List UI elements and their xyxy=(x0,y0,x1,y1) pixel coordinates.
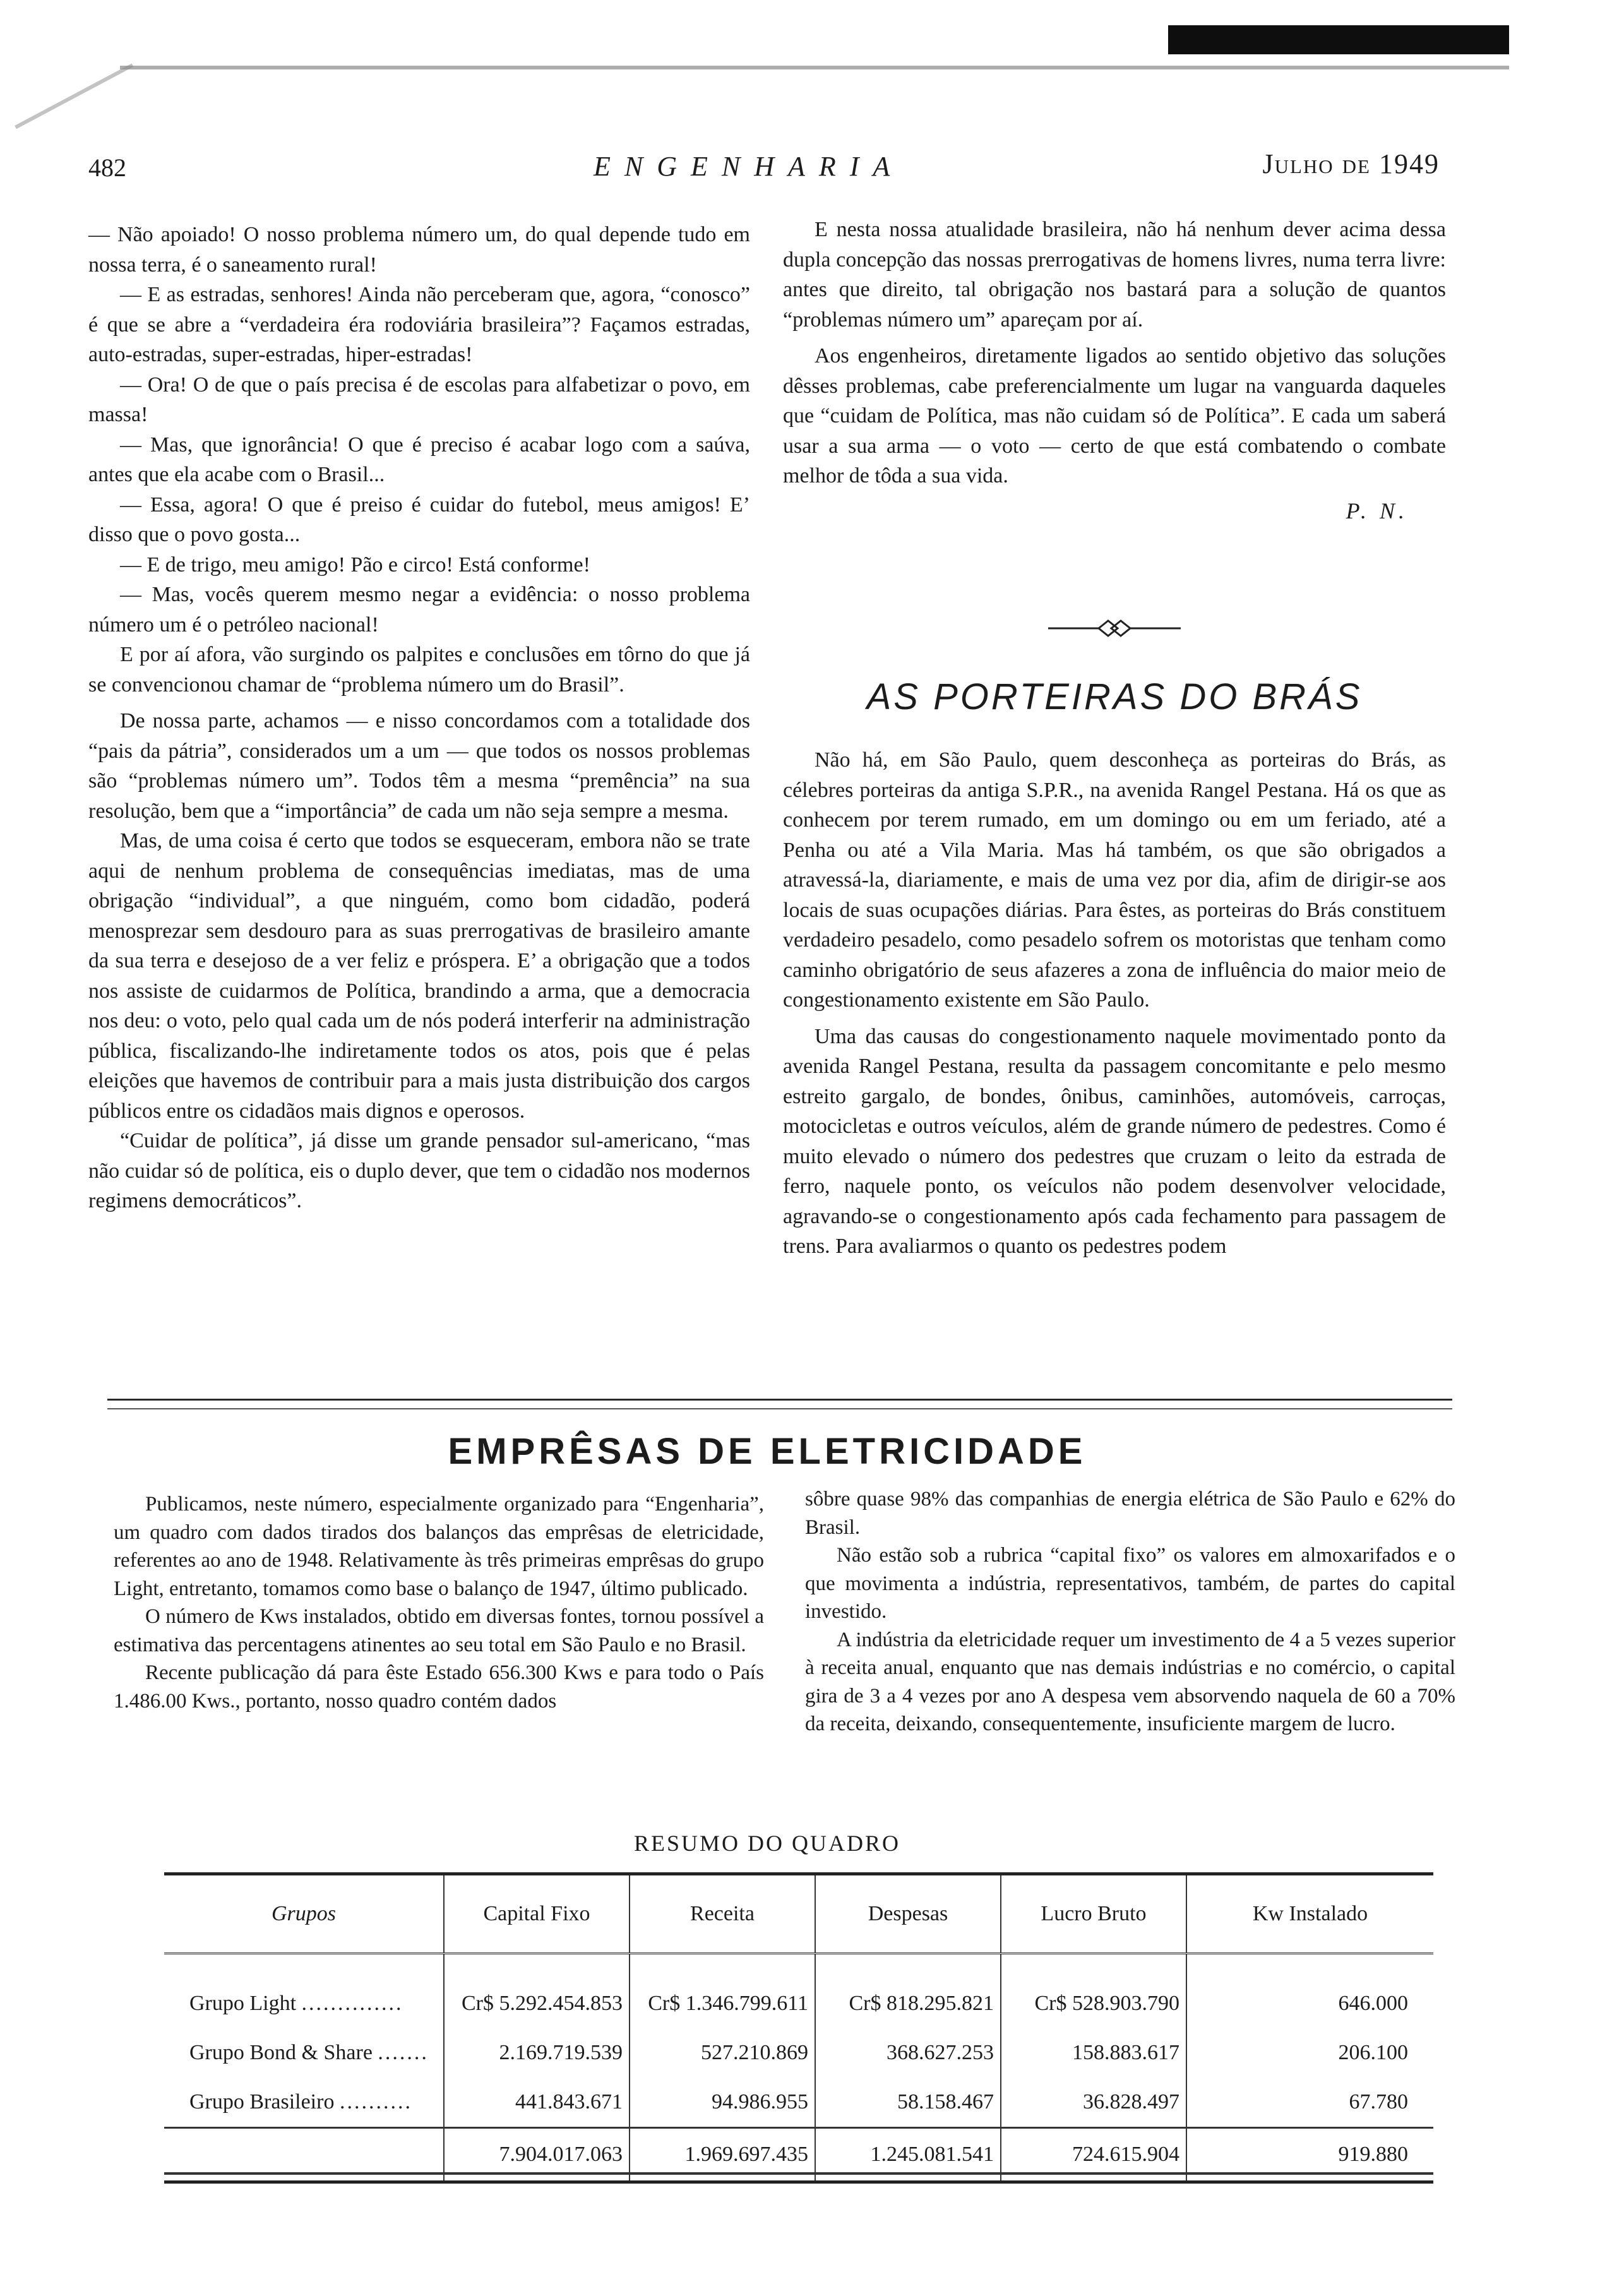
paragraph: — E as estradas, senhores! Ainda não perceberam que, agora, “conosco” é que se abre a “verdadeira éra rodoviária brasileira”? Façamos estradas, auto-estradas, super-estradas, hiper-estradas! xyxy=(88,283,750,366)
table-cell: 646.000 xyxy=(1186,1954,1433,2029)
paragraph: E nesta nossa atualidade brasileira, não há nenhum dever acima dessa dupla concepção das nossas prerrogativas de homens livres, numa terra livre: antes que direito, tal obrigação nos bastará para a solução de quantos “problemas número um” apareçam por aí. xyxy=(783,218,1446,332)
paragraph: Não há, em São Paulo, quem desconheça as porteiras do Brás, as célebres porteiras da antiga S.P.R., na avenida Rangel Pestana. Há os que as conhecem por terem rumado, em um domingo ou em um feriado, até a Penha ou até a Vila Maria. Mas há também, os que são obrigados a atravessá-la, diariamente, e mais de uma vez por dia, afim de dirigir-se aos locais de suas ocupações diárias. Para êstes, as porteiras do Brás constituem verdadeiro pesadelo, como pesadelo sofrem os motoristas que tenham como caminho obrigatório de seus afazeres a zona de influência do maior meio de congestionamento existente em São Paulo. xyxy=(783,748,1446,1012)
paragraph: sôbre quase 98% das companhias de energia elétrica de São Paulo e 62% do Brasil. xyxy=(805,1488,1455,1539)
column-header: Grupos xyxy=(164,1874,444,1954)
table-header-row xyxy=(164,1874,1433,1954)
table-row xyxy=(164,2028,1433,2078)
table-cell: 94.986.955 xyxy=(630,2078,815,2128)
paragraph: — Mas, que ignorância! O que é preciso é acabar logo com a saúva, antes que ela acabe com o Brasil... xyxy=(88,433,750,486)
paragraph: Não estão sob a rubrica “capital fixo” os valores em almoxarifados e o que movimenta a indústria, representativos, também, de partes do capital investido. xyxy=(805,1544,1455,1623)
scan-artifact-bar xyxy=(1168,25,1509,54)
total-cell: 1.969.697.435 xyxy=(630,2128,815,2182)
paragraph: Uma das causas do congestionamento naquele movimentado ponto da avenida Rangel Pestana, resulta da passagem concomitante e pelo mesmo estreito gargalo, de bondes, ônibus, caminhões, automóveis, carroças, motocicletas e outros veículos, além de grande número de pedestres. Como é muito elevado o número dos pedestres que cruzam o leito da estrada de ferro, naquele ponto, os veículos não podem desenvolver velocidade, agravando-se o congestionamento após cada fechamento para passagem de trens. Para avaliarmos o quanto os pedestres podem xyxy=(783,1024,1446,1258)
row-group-name: Grupo Light .............. xyxy=(189,1992,403,2015)
table-cell: 206.100 xyxy=(1186,2028,1433,2078)
column-header: Capital Fixo xyxy=(444,1874,630,1954)
table-cell: 67.780 xyxy=(1186,2078,1433,2128)
author-signature: P. N. xyxy=(1346,498,1408,523)
table-row xyxy=(164,2078,1433,2128)
total-cell: 1.245.081.541 xyxy=(815,2128,1001,2182)
paragraph: — Não apoiado! O nosso problema número um, do qual depende tudo em nossa terra, é o saneamento rural! xyxy=(88,223,750,277)
eletricidade-right-column xyxy=(805,1485,1455,1738)
total-cell: 724.615.904 xyxy=(1001,2128,1186,2182)
porteiras-article-body xyxy=(783,745,1446,1262)
table-cell: Cr$ 5.292.454.853 xyxy=(444,1954,630,2029)
total-cell: 7.904.017.063 xyxy=(444,2128,630,2182)
issue-date: Julho de 1949 xyxy=(1262,148,1440,179)
paragraph: “Cuidar de política”, já disse um grande pensador sul-americano, “mas não cuidar só de política, eis o duplo dever, que tem o cidadão nos modernos regimens democráticos”. xyxy=(88,1129,750,1212)
diamond-rule-ornament-icon xyxy=(1048,616,1181,641)
article-title-eletricidade: EMPRÊSAS DE ELETRICIDADE xyxy=(448,1431,1087,1472)
page-number: 482 xyxy=(88,153,126,182)
column-header: Lucro Bruto xyxy=(1001,1874,1186,1954)
table-cell: Cr$ 818.295.821 xyxy=(815,1954,1001,2029)
table-cell: 368.627.253 xyxy=(815,2028,1001,2078)
paragraph: O número de Kws instalados, obtido em diversas fontes, tornou possível a estimativa das percentagens atinentes ao seu total em São Paulo e no Brasil. xyxy=(114,1605,764,1656)
editorial-left-column xyxy=(88,220,750,1216)
table-cell: 441.843.671 xyxy=(444,2078,630,2128)
paragraph: — Essa, agora! O que é preiso é cuidar do futebol, meus amigos! E’ disso que o povo gosta... xyxy=(88,493,750,546)
paragraph: Recente publicação dá para êste Estado 656.300 Kws e para todo o País 1.486.00 Kws., portanto, nosso quadro contém dados xyxy=(114,1661,764,1713)
table-bottom-rule xyxy=(164,2172,1433,2175)
article-title-porteiras: AS PORTEIRAS DO BRÁS xyxy=(866,676,1363,717)
paragraph: Mas, de uma coisa é certo que todos se esqueceram, embora não se trate aqui de nenhum problema de consequências imediatas, mas de uma obrigação “individual”, a que ninguém, como bom cidadão, poderá menosprezar sem desdouro para as suas prerrogativas de brasileiro amante da sua terra e desejoso de a ver feliz e próspera. E’ a obrigação que a todos nos assiste de cuidarmos de Política, brandindo a arma, que a democracia nos deu: o voto, pelo qual cada um de nós poderá interferir na administração pública, fiscalizando-lhe indiretamente todos os atos, pois que é pelas eleições que havemos de contribuir para a mais justa distribuição dos cargos públicos entre os cidadãos mais dignos e operosos. xyxy=(88,829,750,1123)
column-header: Receita xyxy=(630,1874,815,1954)
paragraph: — E de trigo, meu amigo! Pão e circo! Está conforme! xyxy=(120,553,590,577)
table-cell: 2.169.719.539 xyxy=(444,2028,630,2078)
table-cell: 58.158.467 xyxy=(815,2078,1001,2128)
table-cell: 36.828.497 xyxy=(1001,2078,1186,2128)
leader-dots: .............. xyxy=(301,1992,403,2015)
scan-artifact-slant xyxy=(15,63,133,129)
leader-dots: .......... xyxy=(339,2090,412,2114)
section-divider xyxy=(107,1399,1452,1409)
paragraph: De nossa parte, achamos — e nisso concordamos com a totalidade dos “pais da pátria”, considerados um a um — que todos os nossos problemas são “problemas número um”. Todos têm a mesma “premência” na sua resolução, bem que a “importância” de cada um não seja sempre a mesma. xyxy=(88,709,750,823)
table-cell: 158.883.617 xyxy=(1001,2028,1186,2078)
table-cell: Cr$ 1.346.799.611 xyxy=(630,1954,815,2029)
journal-title: ENGENHARIA xyxy=(594,151,904,182)
paragraph: A indústria da eletricidade requer um investimento de 4 a 5 vezes superior à receita anual, enquanto que nas demais indústrias e no comércio, o capital gira de 3 a 4 vezes por ano A despesa vem absorvendo naquela de 60 a 70% da receita, deixando, consequentemente, insuficiente margem de lucro. xyxy=(805,1628,1455,1735)
paragraph: Aos engenheiros, diretamente ligados ao sentido objetivo das soluções dêsses problemas, cabe preferencialmente um lugar na vanguarda daqueles que “cuidam de Política, mas não cuidam só de Política”. E cada um saberá usar a sua arma — o voto — certo de que está combatendo o combate melhor de tôda a sua vida. xyxy=(783,344,1446,487)
scan-artifact-line xyxy=(120,66,1509,69)
column-header: Despesas xyxy=(815,1874,1001,1954)
row-group-name: Grupo Brasileiro .......... xyxy=(189,2090,412,2114)
paragraph: — Mas, vocês querem mesmo negar a evidência: o nosso problema número um é o petróleo nacional! xyxy=(88,583,750,637)
table-row xyxy=(164,1954,1433,2029)
editorial-right-column xyxy=(783,215,1446,526)
page-header xyxy=(88,144,1440,188)
total-cell: 919.880 xyxy=(1186,2128,1433,2182)
table-caption: RESUMO DO QUADRO xyxy=(633,1831,901,1856)
paragraph: Publicamos, neste número, especialmente organizado para “Engenharia”, um quadro com dados tirados dos balanços das emprêsas de eletricidade, referentes ao ano de 1948. Relativamente às três primeiras emprêsas do grupo Light, entretanto, tomamos como base o balanço de 1947, último publicado. xyxy=(114,1493,764,1600)
column-header: Kw Instalado xyxy=(1186,1874,1433,1954)
summary-table xyxy=(164,1872,1433,2184)
paragraph: E por aí afora, vão surgindo os palpites e conclusões em tôrno do que já se convencionou chamar de “problema número um do Brasil”. xyxy=(88,643,750,697)
paragraph: — Ora! O de que o país precisa é de escolas para alfabetizar o povo, em massa! xyxy=(88,373,750,426)
eletricidade-left-column xyxy=(114,1490,764,1715)
row-group-name: Grupo Bond & Share ....... xyxy=(189,2041,429,2064)
leader-dots: ....... xyxy=(378,2041,429,2064)
table-cell: 527.210.869 xyxy=(630,2028,815,2078)
table-cell: Cr$ 528.903.790 xyxy=(1001,1954,1186,2029)
